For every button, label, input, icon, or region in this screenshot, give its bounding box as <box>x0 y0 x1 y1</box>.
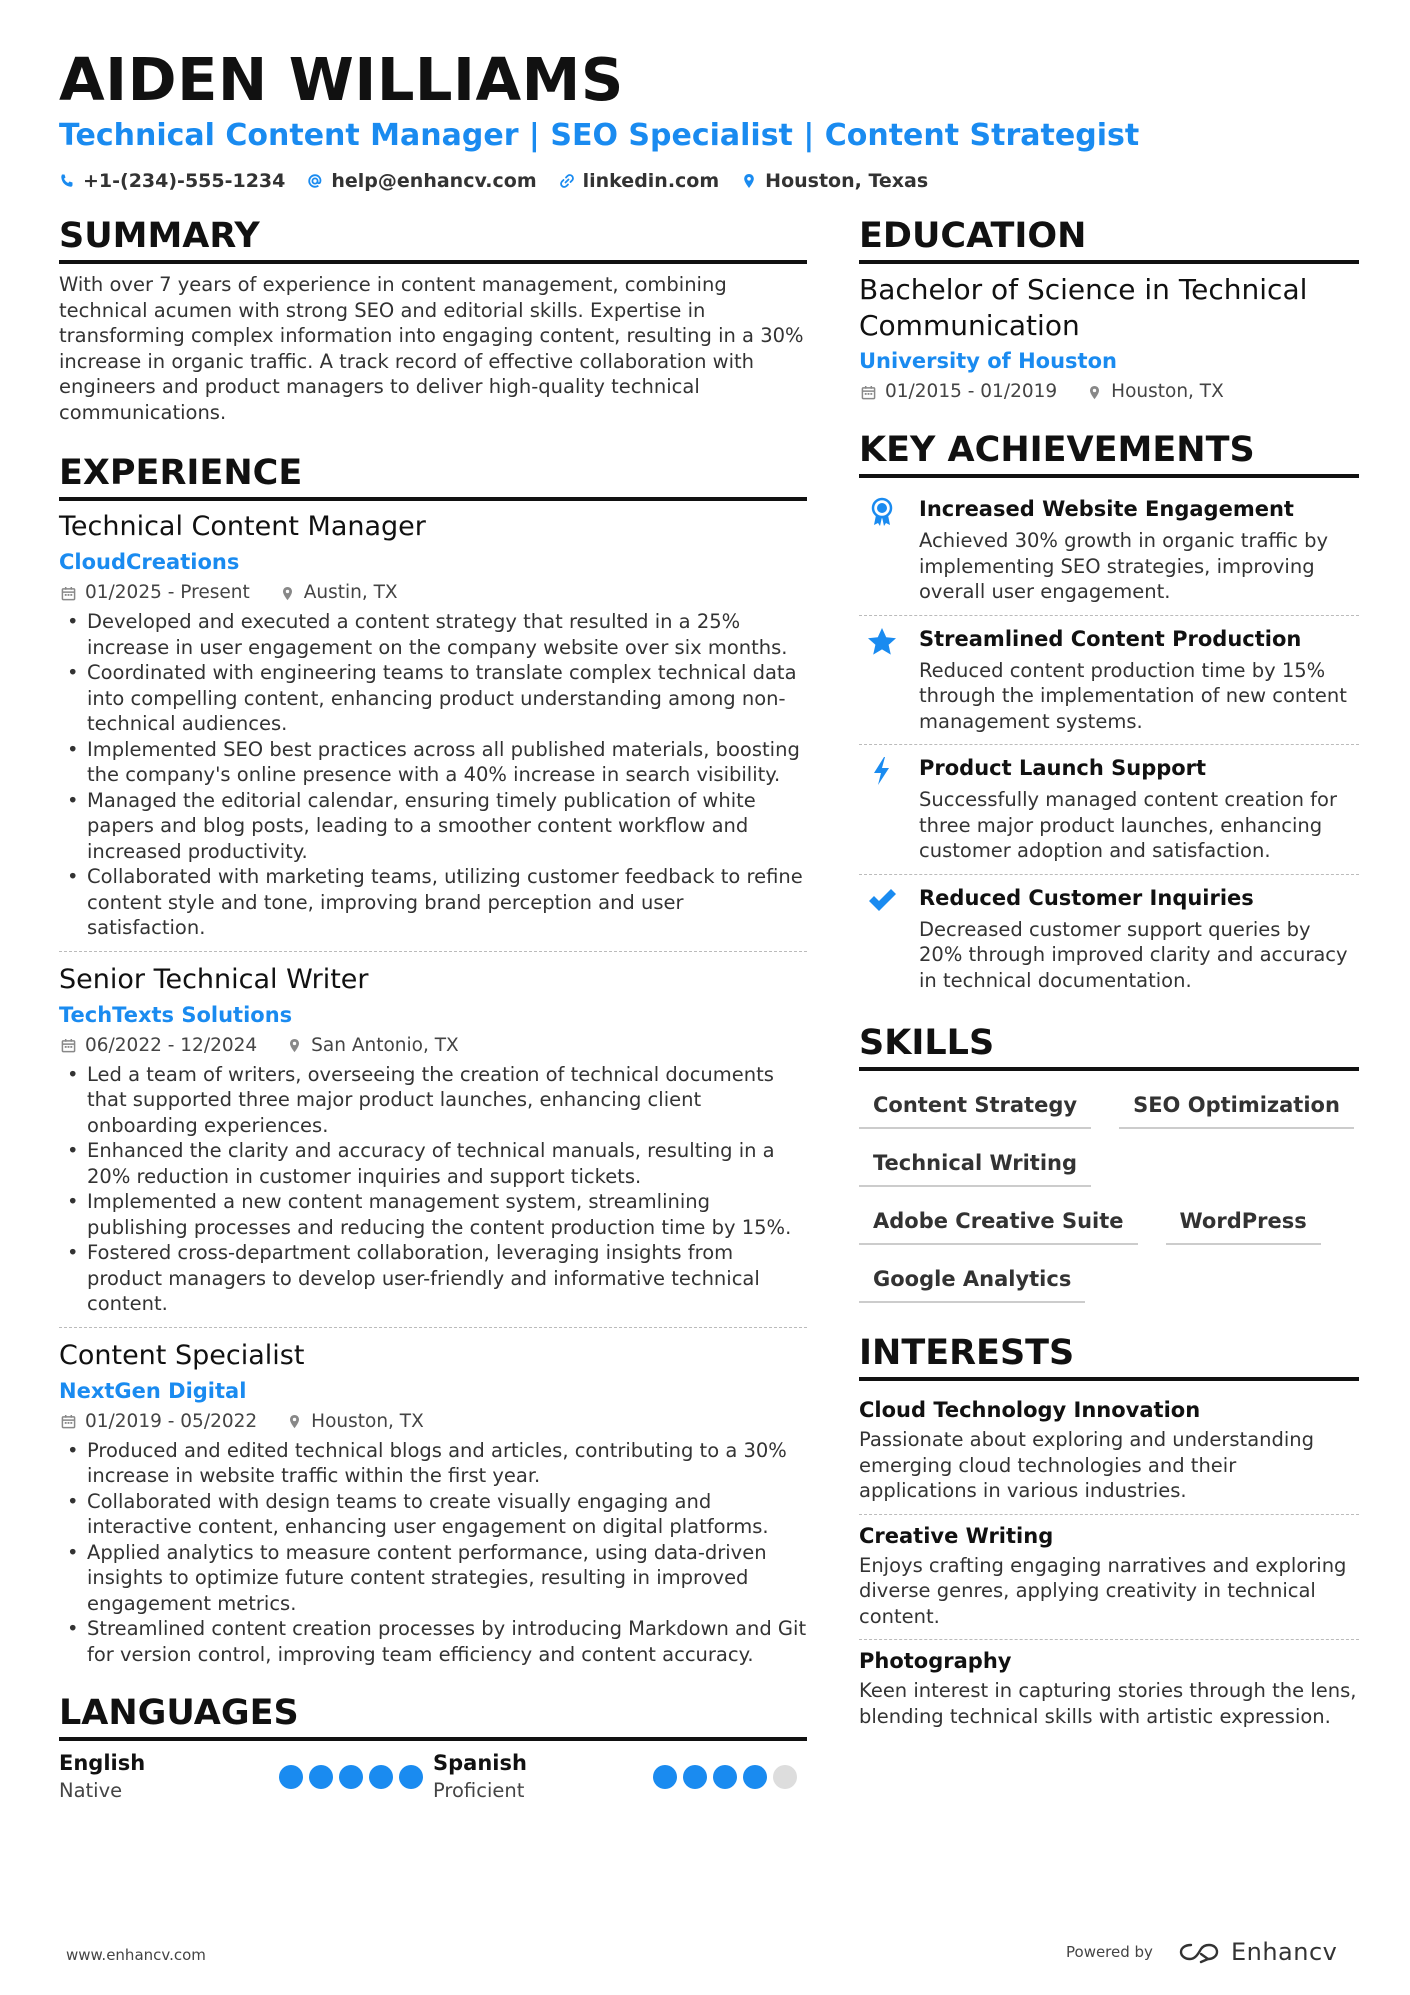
location-icon <box>1087 385 1102 400</box>
job-meta <box>61 579 807 607</box>
job-bullet: • Implemented SEO best practices across all published materials, boosting the company's online presence with a 40% increase in search visibility. <box>59 737 807 788</box>
education-section <box>859 214 1359 406</box>
interest-title: Cloud Technology Innovation <box>859 1398 1201 1422</box>
education-heading: EDUCATION <box>859 214 1359 264</box>
interests-heading: INTERESTS <box>859 1331 1359 1381</box>
education-location-text: Houston, TX <box>1111 381 1224 402</box>
job-title: Technical Content Manager <box>59 511 426 542</box>
footer-branding <box>1066 1938 1337 1966</box>
language-name: Spanish <box>433 1751 527 1775</box>
achievement-icon-wrap <box>859 883 905 994</box>
achievement-icon-wrap <box>859 753 905 864</box>
company-name: TechTexts Solutions <box>59 1002 293 1027</box>
lightning-bolt-icon <box>866 755 898 787</box>
footer-website[interactable]: www.enhancv.com <box>66 1946 206 1964</box>
contact-phone-text: +1-(234)-555-1234 <box>83 170 286 192</box>
skills-list <box>859 1079 1359 1303</box>
brand-name: Enhancv <box>1230 1938 1338 1966</box>
achievement-title: Streamlined Content Production <box>919 626 1302 651</box>
achievement-item <box>859 745 1359 875</box>
contact-linkedin-text: linkedin.com <box>582 170 720 192</box>
at-icon <box>307 173 323 189</box>
link-icon <box>559 173 575 189</box>
job-dates-text: 06/2022 - 12/2024 <box>85 1034 258 1056</box>
education-dates <box>861 378 1057 406</box>
job-dates <box>61 1032 257 1060</box>
phone-icon <box>59 173 75 189</box>
job-dates <box>61 579 250 607</box>
location-icon <box>280 586 295 601</box>
right-column <box>859 214 1359 1739</box>
job-bullet: • Produced and edited technical blogs and articles, contributing to a 30% increase in website traffic within the first year. <box>59 1438 807 1489</box>
education-degree: Bachelor of Science in Technical Communication <box>859 273 1308 342</box>
rating-dot-filled <box>683 1765 707 1789</box>
powered-by-label: Powered by <box>1066 1943 1153 1961</box>
job-location-text: Houston, TX <box>311 1410 424 1432</box>
job-bullets <box>59 609 807 941</box>
summary-text: With over 7 years of experience in content management, combining technical acumen with strong SEO and editorial skills. Expertise in transforming complex information into engaging content, resulting in a 30% increase in organic traffic. A track record of effective collaboration with engineers and product managers to deliver high-quality technical communications. <box>59 273 804 424</box>
achievements-heading: KEY ACHIEVEMENTS <box>859 428 1359 478</box>
job-bullet: • Coordinated with engineering teams to translate complex technical data into compelling content, enhancing product understanding among non-technical audiences. <box>59 660 807 737</box>
achievement-text: Achieved 30% growth in organic traffic by implementing SEO strategies, improving overall user engagement. <box>919 529 1329 603</box>
job-bullet: • Enhanced the clarity and accuracy of technical manuals, resulting in a 20% reduction in customer inquiries and support tickets. <box>59 1138 807 1189</box>
skill-tag: Google Analytics <box>859 1259 1085 1303</box>
job-location <box>287 1032 459 1060</box>
job-bullet: • Managed the editorial calendar, ensuring timely publication of white papers and blog posts, leading to a smoother content workflow and increased productivity. <box>59 788 807 865</box>
contact-location-text: Houston, Texas <box>765 170 929 192</box>
achievement-text: Successfully managed content creation for three major product launches, enhancing customer adoption and satisfaction. <box>919 788 1337 862</box>
company-name: CloudCreations <box>59 550 240 574</box>
language-rating <box>653 1765 797 1789</box>
rating-dot-empty <box>773 1765 797 1789</box>
experience-section <box>59 451 807 1677</box>
experience-heading: EXPERIENCE <box>59 451 807 501</box>
calendar-icon <box>61 1038 76 1053</box>
candidate-headline: Technical Content Manager | SEO Specialist | Content Strategist <box>59 118 1140 153</box>
interests-section <box>859 1331 1359 1739</box>
summary-heading: SUMMARY <box>59 214 807 264</box>
enhancv-logo-icon <box>1177 1940 1221 1964</box>
skill-tag: Adobe Creative Suite <box>859 1201 1138 1245</box>
job-dates-text: 01/2019 - 05/2022 <box>85 1410 258 1432</box>
job-bullets <box>59 1438 807 1668</box>
contact-location <box>741 168 928 194</box>
rating-dot-filled <box>653 1765 677 1789</box>
job-bullet: • Fostered cross-department collaboration, leveraging insights from product managers to develop user-friendly and informative technical content. <box>59 1240 807 1317</box>
summary-section <box>59 214 807 425</box>
rating-dot-filled <box>713 1765 737 1789</box>
job-location-text: Austin, TX <box>303 582 398 603</box>
interest-title: Creative Writing <box>859 1523 1054 1548</box>
achievement-title: Reduced Customer Inquiries <box>919 885 1254 910</box>
rating-dot-filled <box>279 1765 303 1789</box>
job-bullet: • Developed and executed a content strategy that resulted in a 25% increase in user engagement on the company website over six months. <box>59 609 807 660</box>
achievements-section <box>859 428 1359 1003</box>
left-column <box>59 214 807 1804</box>
achievement-text: Reduced content production time by 15% through the implementation of new content management systems. <box>919 658 1347 733</box>
job-bullet: • Led a team of writers, overseeing the creation of technical documents that supported three major product launches, enhancing client onboarding experiences. <box>59 1062 807 1139</box>
language-item <box>433 1749 807 1804</box>
language-level: Native <box>59 1779 123 1802</box>
job-bullet: • Applied analytics to measure content performance, using data-driven insights to optimize future content strategies, resulting in improved engagement metrics. <box>59 1540 807 1617</box>
skill-tag: WordPress <box>1166 1201 1321 1245</box>
rating-dot-filled <box>309 1765 333 1789</box>
job-bullet: • Collaborated with marketing teams, utilizing customer feedback to refine content style and tone, improving brand perception and user satisfaction. <box>59 864 807 941</box>
contact-bar <box>59 168 928 194</box>
job-dates <box>61 1408 257 1436</box>
location-icon <box>287 1038 302 1053</box>
candidate-name: AIDEN WILLIAMS <box>59 45 624 114</box>
rating-dot-filled <box>743 1765 767 1789</box>
calendar-icon <box>61 1414 76 1429</box>
interest-text: Keen interest in capturing stories through the lens, blending technical skills with artistic expression. <box>859 1679 1357 1728</box>
achievement-item <box>859 616 1359 746</box>
education-school: University of Houston <box>859 349 1117 373</box>
language-rating <box>279 1765 423 1789</box>
job-title: Senior Technical Writer <box>59 963 369 995</box>
languages-section <box>59 1691 807 1804</box>
job-bullets <box>59 1062 807 1317</box>
skill-tag: Content Strategy <box>859 1085 1091 1129</box>
interest-item <box>859 1640 1359 1739</box>
skills-heading: SKILLS <box>859 1021 1359 1071</box>
rating-dot-filled <box>339 1765 363 1789</box>
star-icon <box>866 626 898 658</box>
job-bullet: • Collaborated with design teams to create visually engaging and interactive content, enhancing user engagement on digital platforms. <box>59 1489 807 1540</box>
languages-heading: LANGUAGES <box>59 1691 807 1741</box>
job-location <box>280 579 398 607</box>
achievement-text: Decreased customer support queries by 20% through improved clarity and accuracy in technical documentation. <box>919 917 1348 992</box>
location-icon <box>741 173 757 189</box>
interest-text: Enjoys crafting engaging narratives and exploring diverse genres, applying creativity in technical content. <box>859 1553 1347 1628</box>
achievement-icon-wrap <box>859 624 905 735</box>
contact-phone[interactable] <box>59 168 285 194</box>
award-ribbon-icon <box>866 496 898 528</box>
job-location <box>287 1408 424 1436</box>
education-location <box>1087 378 1224 406</box>
experience-item <box>59 1338 807 1678</box>
contact-email[interactable] <box>307 168 536 194</box>
achievement-title: Increased Website Engagement <box>919 497 1294 521</box>
location-icon <box>287 1414 302 1429</box>
education-dates-text: 01/2015 - 01/2019 <box>885 381 1058 402</box>
interest-text: Passionate about exploring and understanding emerging cloud technologies and their applications in various industries. <box>859 1428 1315 1502</box>
interest-title: Photography <box>859 1649 1012 1673</box>
achievement-title: Product Launch Support <box>919 756 1207 780</box>
contact-linkedin[interactable] <box>559 168 720 194</box>
achievement-item <box>859 875 1359 1004</box>
language-item <box>59 1749 433 1804</box>
company-name: NextGen Digital <box>59 1378 247 1403</box>
checkmark-icon <box>866 885 898 917</box>
brand-logo[interactable] <box>1177 1938 1337 1966</box>
skills-section <box>859 1021 1359 1303</box>
calendar-icon <box>61 586 76 601</box>
job-dates-text: 01/2025 - Present <box>85 582 250 603</box>
language-name: English <box>59 1751 146 1775</box>
interest-item <box>859 1389 1359 1515</box>
calendar-icon <box>861 385 876 400</box>
rating-dot-filled <box>369 1765 393 1789</box>
experience-item <box>59 509 807 952</box>
job-meta <box>61 1032 807 1060</box>
job-bullet: • Streamlined content creation processes by introducing Markdown and Git for version control, improving team efficiency and content accuracy. <box>59 1616 807 1667</box>
education-meta <box>861 378 1359 406</box>
achievement-icon-wrap <box>859 494 905 605</box>
job-location-text: San Antonio, TX <box>311 1034 459 1056</box>
job-bullet: • Implemented a new content management system, streamlining publishing processes and reducing the content production time by 15%. <box>59 1189 807 1240</box>
achievement-item <box>859 486 1359 616</box>
interest-item <box>859 1515 1359 1641</box>
job-meta <box>61 1408 807 1436</box>
skill-tag: SEO Optimization <box>1119 1085 1354 1129</box>
language-level: Proficient <box>433 1779 525 1802</box>
experience-item <box>59 962 807 1328</box>
contact-email-text: help@enhancv.com <box>331 170 537 192</box>
job-title: Content Specialist <box>59 1339 305 1371</box>
languages-list <box>59 1749 807 1804</box>
skill-tag: Technical Writing <box>859 1143 1091 1187</box>
rating-dot-filled <box>399 1765 423 1789</box>
